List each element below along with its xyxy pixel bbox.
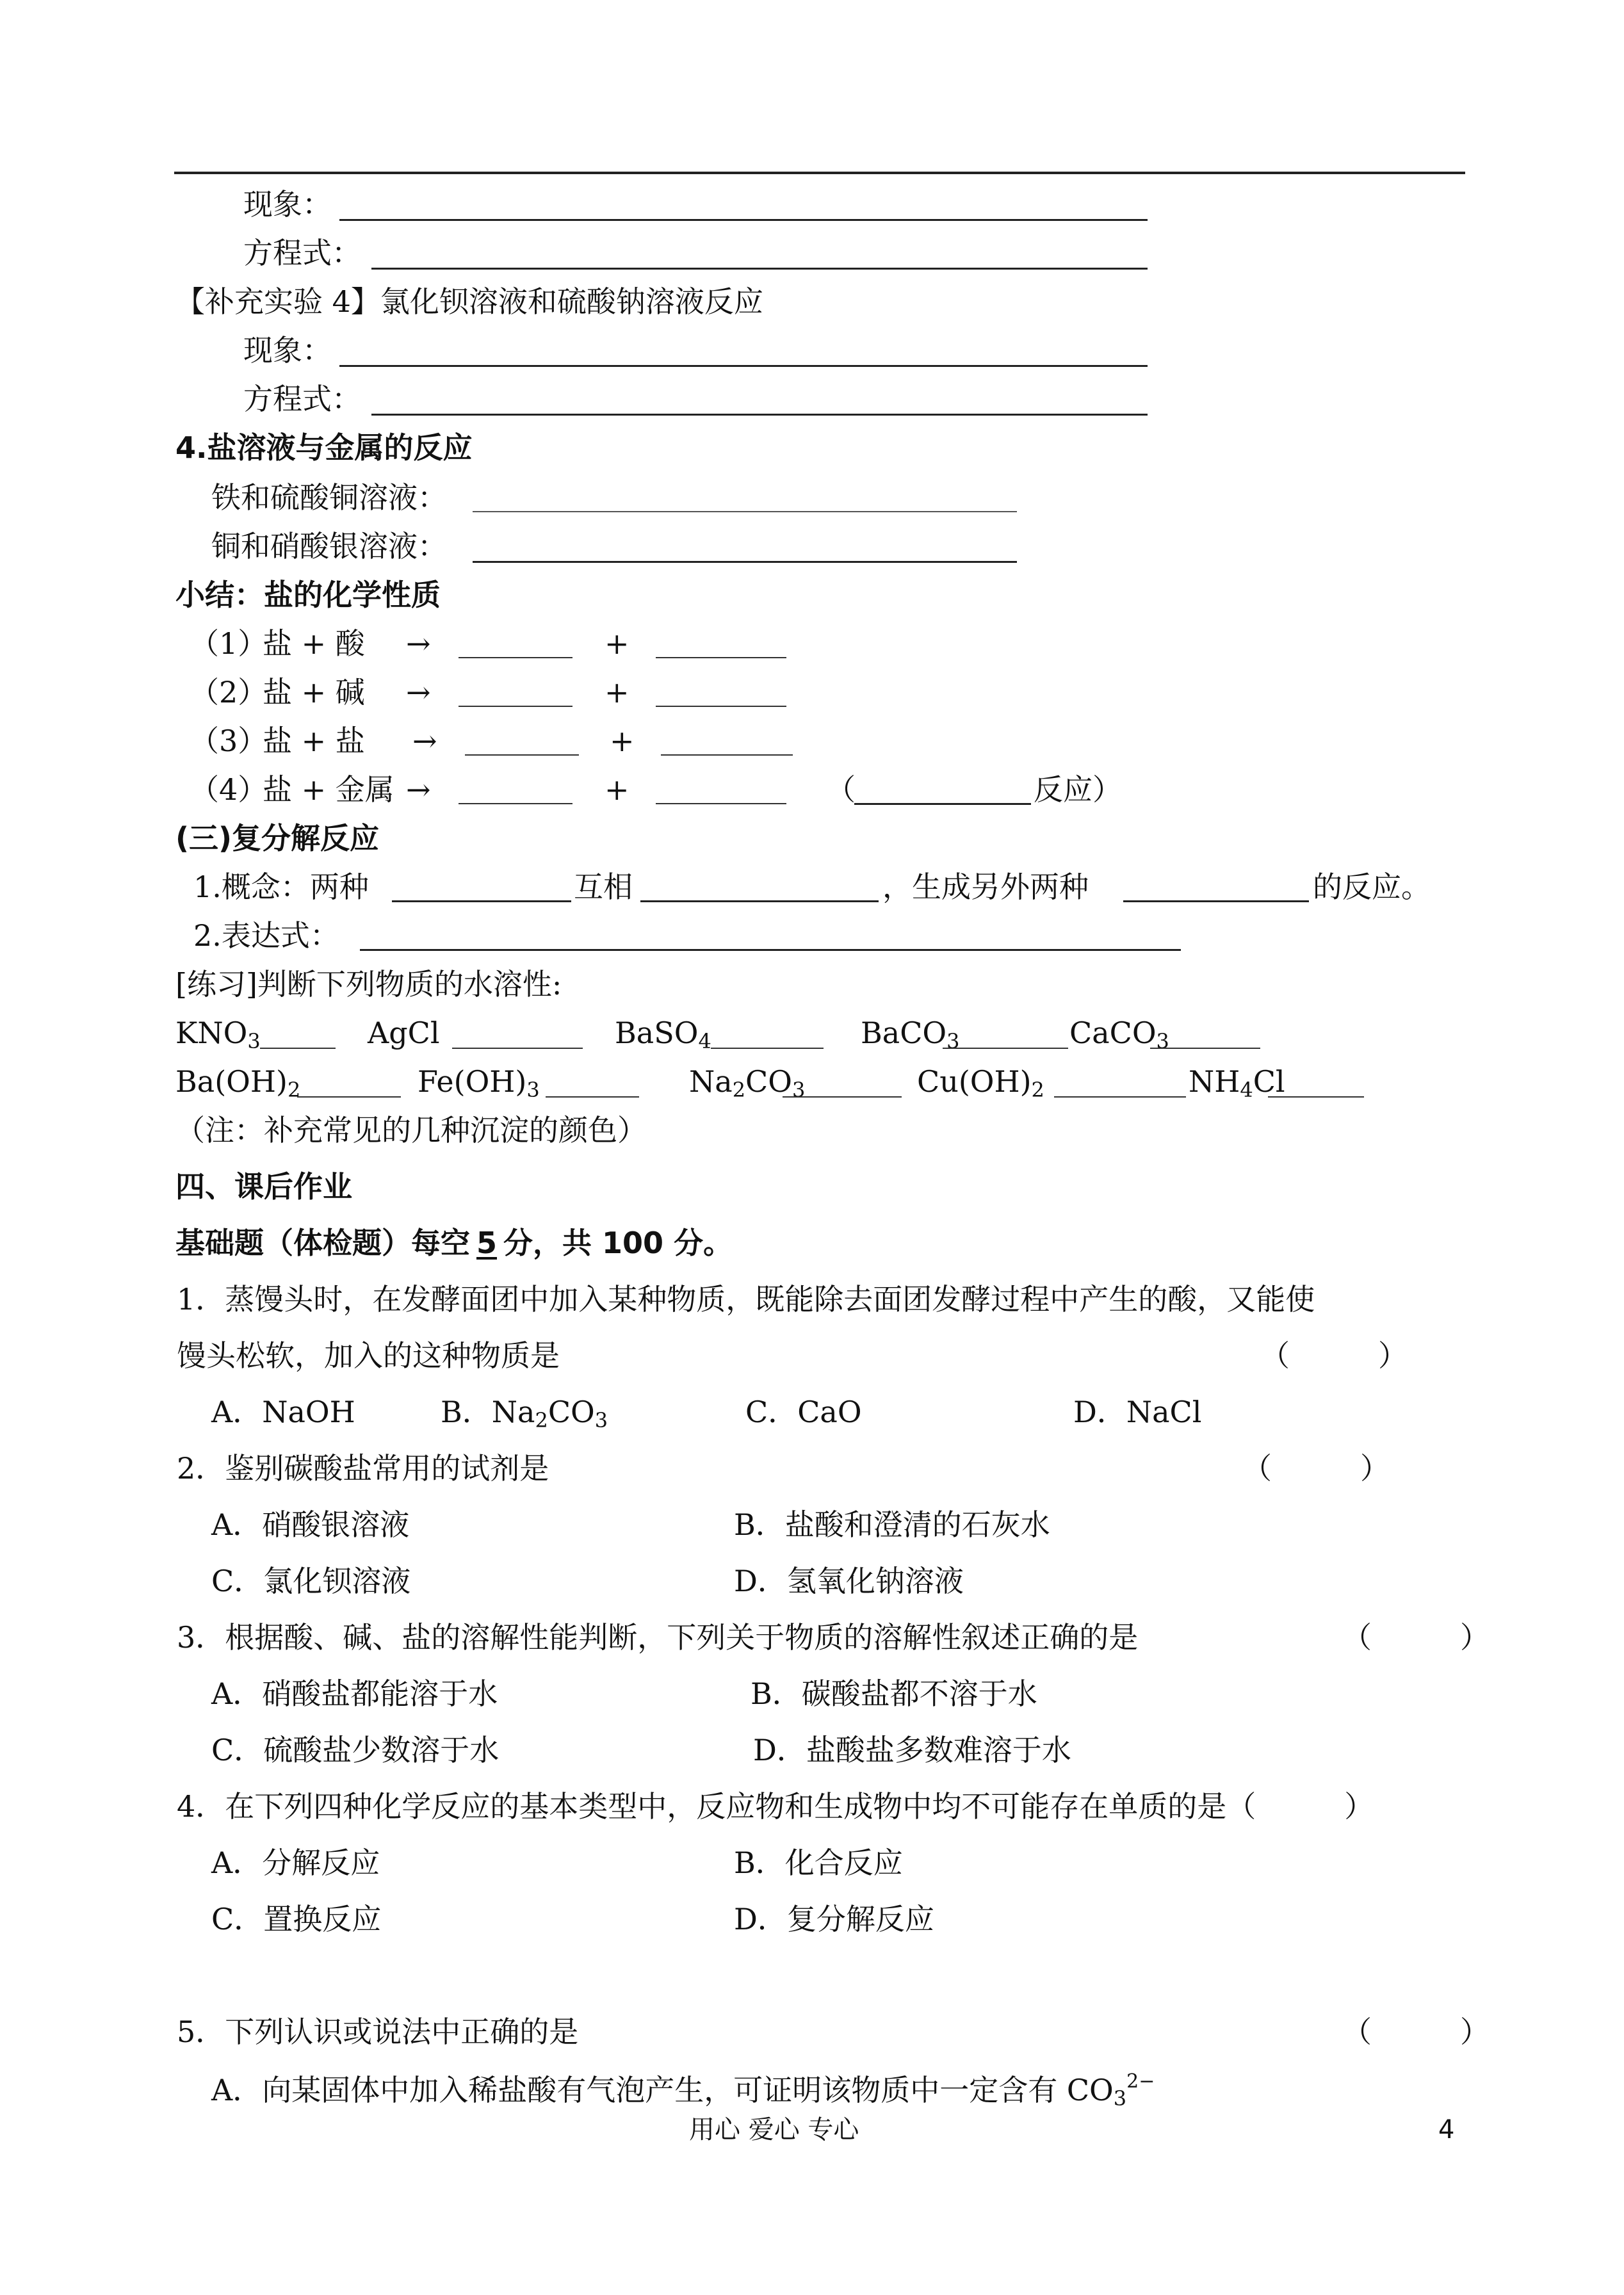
- practice-formula-agcl: AgCl: [368, 1016, 440, 1050]
- basic-questions-heading: 基础题（体检题）每空 5 分，共 100 分。: [175, 1226, 733, 1260]
- expression-label: 2.表达式：: [193, 918, 339, 953]
- equation-label-2: 方程式：: [243, 382, 361, 416]
- arrow-icon: →: [412, 724, 437, 758]
- summary-row-3-blank-b: [661, 754, 793, 756]
- practice-formula-baso4: BaSO4: [615, 1016, 711, 1053]
- question-2: 2．鉴别碳酸盐常用的试剂是: [177, 1451, 549, 1486]
- summary-row-4-plus: +: [605, 772, 629, 807]
- experiment-4-title: 【补充实验 4】氯化钡溶液和硫酸钠溶液反应: [175, 284, 763, 319]
- summary-row-4-paren-close: 反应）: [1034, 772, 1122, 807]
- question-3-option-c: C．硫酸盐少数溶于水: [211, 1733, 499, 1767]
- practice-blank-caco3: [1150, 1048, 1260, 1049]
- question-5-answer-paren: （ ）: [1342, 2015, 1490, 2049]
- question-2-option-b: B．盐酸和澄清的石灰水: [734, 1507, 1050, 1542]
- summary-row-2-left: 盐 + 碱: [263, 675, 365, 710]
- question-2-option-d: D．氢氧化钠溶液: [734, 1564, 964, 1598]
- summary-row-3-num: （3）: [190, 724, 268, 758]
- practice-formula-caco3: CaCO3: [1069, 1016, 1169, 1053]
- question-2-option-a: A．硝酸银溶液: [211, 1507, 410, 1542]
- phenomenon-label-2: 现象：: [243, 333, 332, 368]
- question-2-option-c: C．氯化钡溶液: [211, 1564, 411, 1598]
- question-1-option-d: D．NaCl: [1073, 1395, 1202, 1429]
- question-3: 3．根据酸、碱、盐的溶解性能判断，下列关于物质的溶解性叙述正确的是: [177, 1620, 1139, 1655]
- summary-row-3-left: 盐 + 盐: [263, 724, 365, 758]
- practice-formula-cuoh2: Cu(OH)2: [917, 1064, 1044, 1102]
- practice-blank-baso4: [711, 1048, 824, 1049]
- concept-blank-1: [392, 900, 571, 902]
- arrow-icon: →: [406, 772, 431, 807]
- practice-blank-feoh3: [546, 1096, 639, 1098]
- summary-row-1-blank-b: [656, 657, 786, 658]
- practice-formula-kno3: KNO3: [175, 1016, 261, 1053]
- practice-blank-na2co3: [783, 1096, 902, 1098]
- question-4: 4．在下列四种化学反应的基本类型中，反应物和生成物中均不可能存在单质的是（ ）: [177, 1789, 1374, 1824]
- expression-blank: [360, 949, 1181, 951]
- practice-blank-baoh2: [297, 1096, 401, 1098]
- homework-title: 四、课后作业: [175, 1169, 352, 1204]
- fe-cuso4-label: 铁和硫酸铜溶液：: [211, 480, 447, 515]
- question-4-option-a: A．分解反应: [211, 1845, 380, 1880]
- practice-blank-nh4cl: [1268, 1096, 1364, 1098]
- question-3-option-d: D．盐酸盐多数难溶于水: [753, 1733, 1071, 1767]
- summary-row-4-num: （4）: [190, 772, 268, 807]
- question-5: 5．下列认识或说法中正确的是: [177, 2015, 579, 2049]
- question-5-option-a: A．向某固体中加入稀盐酸有气泡产生，可证明该物质中一定含有 CO32−: [211, 2070, 1155, 2111]
- summary-row-2-num: （2）: [190, 675, 268, 710]
- question-1-option-c: C．CaO: [745, 1395, 862, 1429]
- summary-row-3-blank-a: [465, 754, 579, 756]
- summary-row-2-blank-b: [656, 706, 786, 707]
- equation-blank-1: [371, 268, 1148, 270]
- concept-blank-2: [640, 900, 879, 902]
- equation-label-1: 方程式：: [243, 236, 361, 270]
- summary-row-4-reaction-blank: [854, 803, 1031, 805]
- summary-row-1-plus: +: [605, 626, 629, 661]
- concept-blank-3: [1123, 900, 1309, 902]
- practice-note: （注：补充常见的几种沉淀的颜色）: [175, 1113, 647, 1148]
- practice-formula-baoh2: Ba(OH)2: [175, 1064, 301, 1102]
- question-3-option-b: B．碳酸盐都不溶于水: [751, 1676, 1037, 1711]
- concept-mid-2: ，生成另外两种: [882, 870, 1089, 904]
- practice-formula-baco3: BaCO3: [861, 1016, 960, 1053]
- practice-formula-na2co3: Na2CO3: [689, 1064, 806, 1102]
- phenomenon-label-1: 现象：: [243, 187, 332, 222]
- double-decomposition-title: (三)复分解反应: [175, 821, 380, 856]
- question-1-option-b: B．Na2CO3: [441, 1395, 608, 1432]
- practice-blank-agcl: [452, 1048, 583, 1049]
- section-4-title: 4.盐溶液与金属的反应: [175, 430, 473, 465]
- practice-blank-kno3: [260, 1048, 336, 1049]
- summary-row-4-left: 盐 + 金属: [263, 772, 394, 807]
- fe-cuso4-blank: [473, 511, 1017, 512]
- question-1-line-1: 1．蒸馒头时，在发酵面团中加入某种物质，既能除去面团发酵过程中产生的酸，又能使: [177, 1282, 1315, 1317]
- question-4-option-d: D．复分解反应: [734, 1902, 934, 1936]
- summary-row-4-blank-b: [656, 803, 786, 804]
- cu-agno3-blank: [473, 561, 1017, 563]
- arrow-icon: →: [406, 626, 431, 661]
- concept-mid-1: 互相: [574, 870, 633, 904]
- summary-row-4-paren-open: （: [826, 772, 856, 807]
- phenomenon-blank-2: [339, 365, 1148, 367]
- concept-end: 的反应。: [1313, 870, 1431, 904]
- equation-blank-2: [371, 414, 1148, 416]
- cu-agno3-label: 铜和硝酸银溶液：: [211, 529, 447, 564]
- concept-label: 1.概念：两种: [193, 870, 369, 904]
- summary-title: 小结：盐的化学性质: [175, 578, 441, 612]
- practice-formula-nh4cl: NH4Cl: [1189, 1064, 1285, 1102]
- summary-row-4-blank-a: [459, 803, 572, 804]
- phenomenon-blank-1: [339, 219, 1148, 221]
- summary-row-1-num: （1）: [190, 626, 268, 661]
- practice-blank-cuoh2: [1054, 1096, 1186, 1098]
- question-1-option-a: A．NaOH: [211, 1395, 355, 1429]
- question-1-line-2: 馒头松软，加入的这种物质是: [177, 1338, 560, 1373]
- question-3-option-a: A．硝酸盐都能溶于水: [211, 1676, 498, 1711]
- summary-row-2-plus: +: [605, 675, 629, 710]
- page-number: 4: [1438, 2115, 1455, 2145]
- summary-row-2-blank-a: [459, 706, 572, 707]
- arrow-icon: →: [406, 675, 431, 710]
- question-4-option-b: B．化合反应: [734, 1845, 903, 1880]
- question-2-answer-paren: （ ）: [1242, 1451, 1390, 1486]
- footer-motto: 用心 爱心 专心: [689, 2115, 859, 2145]
- question-4-option-c: C．置换反应: [211, 1902, 382, 1936]
- question-3-answer-paren: （ ）: [1342, 1620, 1490, 1655]
- practice-blank-baco3: [943, 1048, 1068, 1049]
- practice-formula-feoh3: Fe(OH)3: [418, 1064, 540, 1102]
- summary-row-1-left: 盐 + 酸: [263, 626, 365, 661]
- question-1-answer-paren: （ ）: [1260, 1338, 1408, 1373]
- summary-row-1-blank-a: [459, 657, 572, 658]
- summary-row-3-plus: +: [610, 724, 635, 758]
- practice-title: [练习]判断下列物质的水溶性:: [175, 967, 562, 1002]
- header-rule: [174, 172, 1465, 174]
